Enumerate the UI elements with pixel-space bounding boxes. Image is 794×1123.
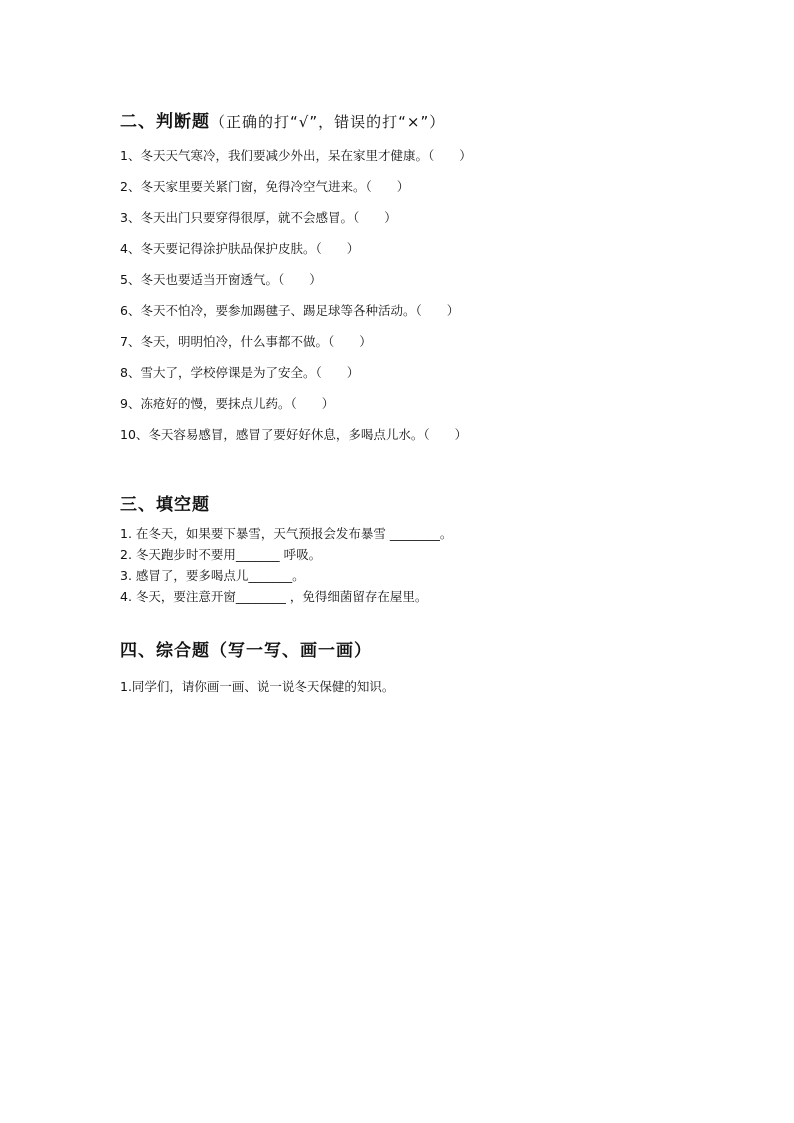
judgement-item: 2、冬天家里要关紧门窗，免得冷空气进来。（ ） — [120, 179, 410, 194]
section-judgement-instruction: （正确的打“√”，错误的打“×”） — [210, 113, 446, 131]
judgement-item: 3、冬天出门只要穿得很厚，就不会感冒。（ ） — [120, 210, 397, 225]
judgement-item: 1、冬天天气寒冷，我们要减少外出，呆在家里才健康。（ ） — [120, 148, 472, 163]
judgement-item: 6、冬天不怕冷，要参加踢毽子、踢足球等各种活动。（ ） — [120, 303, 460, 318]
judgement-item: 5、冬天也要适当开窗透气。（ ） — [120, 272, 322, 287]
fill-blank-item: 2. 冬天跑步时不要用_______ 呼吸。 — [120, 547, 322, 562]
section-comprehensive-heading: 四、综合题（写一写、画一画） — [120, 641, 372, 661]
judgement-item: 7、冬天，明明怕冷，什么事都不做。（ ） — [120, 334, 372, 349]
fill-blank-item: 1. 在冬天，如果要下暴雪，天气预报会发布暴雪 ________。 — [120, 526, 453, 541]
fill-blank-item: 3. 感冒了，要多喝点儿_______。 — [120, 568, 305, 583]
judgement-item: 10、冬天容易感冒，感冒了要好好休息，多喝点儿水。（ ） — [120, 427, 468, 442]
judgement-item: 9、冻疮好的慢，要抹点儿药。（ ） — [120, 396, 335, 411]
judgement-item: 4、冬天要记得涂护肤品保护皮肤。（ ） — [120, 241, 360, 256]
section-fill-blank-heading: 三、填空题 — [120, 495, 210, 515]
section-judgement-title: 二、判断题 — [120, 112, 210, 132]
judgement-item: 8、雪大了，学校停课是为了安全。（ ） — [120, 365, 360, 380]
comprehensive-item: 1.同学们，请你画一画、说一说冬天保健的知识。 — [120, 679, 395, 694]
section-judgement-heading — [120, 107, 445, 132]
fill-blank-item: 4. 冬天，要注意开窗________ ，免得细菌留存在屋里。 — [120, 589, 428, 604]
